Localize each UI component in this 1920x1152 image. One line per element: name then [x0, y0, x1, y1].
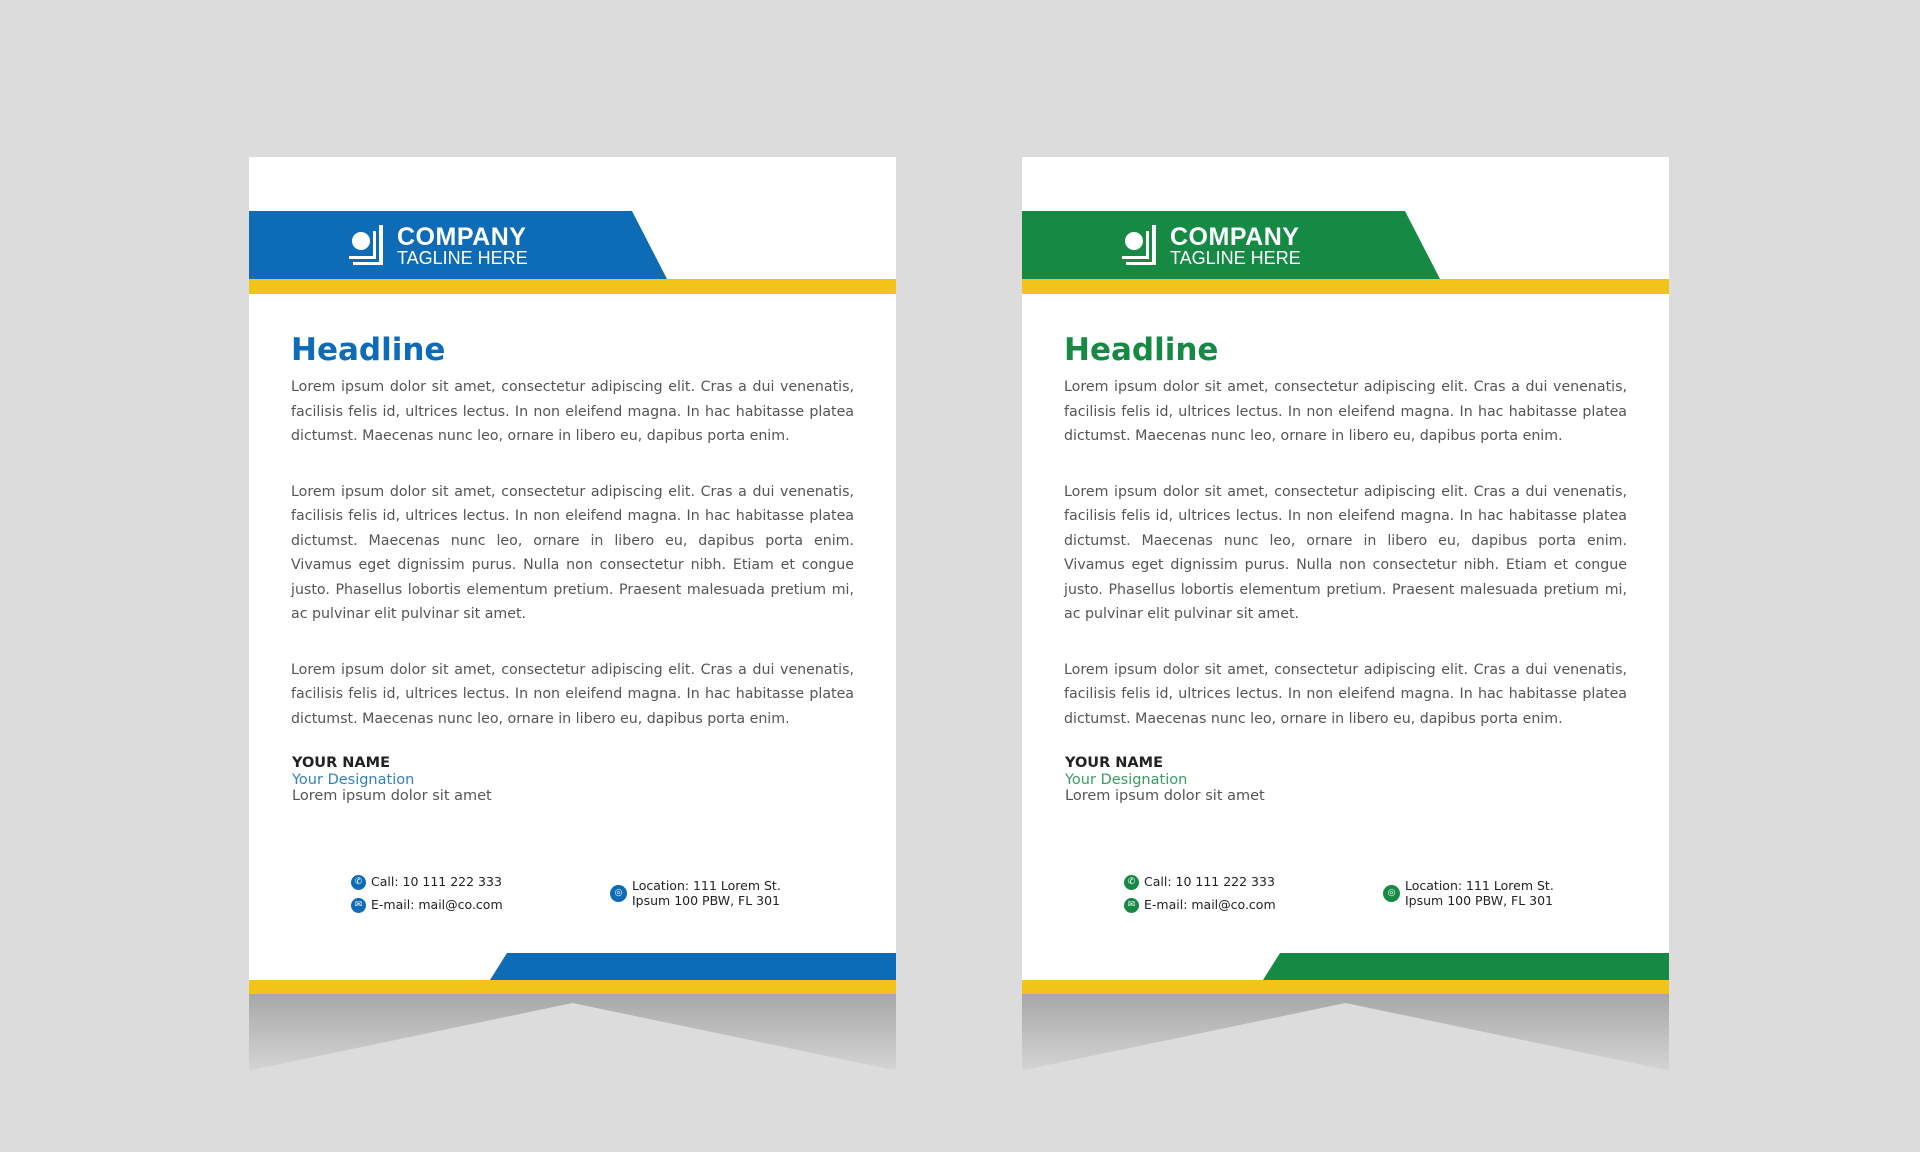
location-line-1: Location: 111 Lorem St. [1405, 878, 1554, 893]
paragraph: Lorem ipsum dolor sit amet, consectetur adipiscing elit. Cras a dui venenatis, facilisis felis id, ultrices lectus. In non eleifend magna. In hac habitasse platea dictumst. Maecenas nunc leo, ornare in libero eu, dapibus porta enim. Vivamus eget dignissim purus. Nulla non consectetur nibh. Etiam et congue justo. Phasellus lobortis elementum pretium. Praesent malesuada pretium mi, ac pulvinar elit pulvinar sit amet. [291, 483, 854, 622]
body-text [1064, 375, 1627, 762]
location-info [1383, 879, 1554, 908]
signature-block [1065, 755, 1265, 805]
headline: Headline [1064, 332, 1219, 368]
location-pin-icon: ◎ [1383, 885, 1400, 902]
location-line-1: Location: 111 Lorem St. [632, 878, 781, 893]
signer-designation: Your Designation [1065, 771, 1188, 788]
footer-band [1263, 953, 1669, 980]
footer-stripe [1022, 980, 1669, 994]
paragraph: Lorem ipsum dolor sit amet, consectetur adipiscing elit. Cras a dui venenatis, facilisis felis id, ultrices lectus. In non eleifend magna. In hac habitasse platea dictumst. Maecenas nunc leo, ornare in libero eu, dapibus porta enim. [1064, 661, 1627, 727]
body-text [291, 375, 854, 762]
email-text: E-mail: mail@co.com [371, 897, 503, 913]
signer-name: YOUR NAME [1065, 755, 1163, 771]
location-info [610, 879, 781, 908]
call-info [351, 875, 502, 890]
location-pin-icon: ◎ [610, 885, 627, 902]
paragraph: Lorem ipsum dolor sit amet, consectetur adipiscing elit. Cras a dui venenatis, facilisis felis id, ultrices lectus. In non eleifend magna. In hac habitasse platea dictumst. Maecenas nunc leo, ornare in libero eu, dapibus porta enim. [291, 661, 854, 727]
company-name: COMPANY [397, 222, 527, 251]
header-stripe [249, 279, 896, 294]
call-info [1124, 875, 1275, 890]
company-logo [1118, 223, 1301, 269]
call-text: Call: 10 111 222 333 [371, 874, 502, 890]
mail-icon: ✉ [351, 898, 366, 913]
page-shadow [1022, 994, 1669, 1084]
company-logo [345, 223, 528, 269]
email-info [1124, 898, 1276, 913]
call-text: Call: 10 111 222 333 [1144, 874, 1275, 890]
company-tagline: TAGLINE HERE [1170, 247, 1301, 268]
footer-band [490, 953, 896, 980]
paragraph: Lorem ipsum dolor sit amet, consectetur adipiscing elit. Cras a dui venenatis, facilisis felis id, ultrices lectus. In non eleifend magna. In hac habitasse platea dictumst. Maecenas nunc leo, ornare in libero eu, dapibus porta enim. Vivamus eget dignissim purus. Nulla non consectetur nibh. Etiam et congue justo. Phasellus lobortis elementum pretium. Praesent malesuada pretium mi, ac pulvinar elit pulvinar sit amet. [1064, 483, 1627, 622]
location-text [1405, 879, 1554, 908]
location-line-2: Ipsum 100 PBW, FL 301 [632, 892, 780, 908]
headline: Headline [291, 332, 446, 368]
company-name: COMPANY [1170, 222, 1300, 251]
company-tagline: TAGLINE HERE [397, 247, 528, 268]
phone-icon: ✆ [351, 875, 366, 890]
signer-designation: Your Designation [292, 771, 415, 788]
signature-block [292, 755, 492, 805]
mail-icon: ✉ [1124, 898, 1139, 913]
location-line-2: Ipsum 100 PBW, FL 301 [1405, 892, 1553, 908]
header-stripe [1022, 279, 1669, 294]
phone-icon: ✆ [1124, 875, 1139, 890]
logo-mark-icon [1118, 223, 1164, 269]
page-shadow [249, 994, 896, 1084]
paragraph: Lorem ipsum dolor sit amet, consectetur adipiscing elit. Cras a dui venenatis, facilisis felis id, ultrices lectus. In non eleifend magna. In hac habitasse platea dictumst. Maecenas nunc leo, ornare in libero eu, dapibus porta enim. [291, 379, 854, 444]
email-info [351, 898, 503, 913]
signer-line: Lorem ipsum dolor sit amet [1065, 788, 1265, 804]
paragraph: Lorem ipsum dolor sit amet, consectetur adipiscing elit. Cras a dui venenatis, facilisis felis id, ultrices lectus. In non eleifend magna. In hac habitasse platea dictumst. Maecenas nunc leo, ornare in libero eu, dapibus porta enim. [1064, 379, 1627, 444]
location-text [632, 879, 781, 908]
signer-name: YOUR NAME [292, 755, 390, 771]
signer-line: Lorem ipsum dolor sit amet [292, 788, 492, 804]
logo-mark-icon [345, 223, 391, 269]
footer-stripe [249, 980, 896, 994]
email-text: E-mail: mail@co.com [1144, 897, 1276, 913]
letterhead-page [249, 157, 896, 994]
letterhead-page [1022, 157, 1669, 994]
